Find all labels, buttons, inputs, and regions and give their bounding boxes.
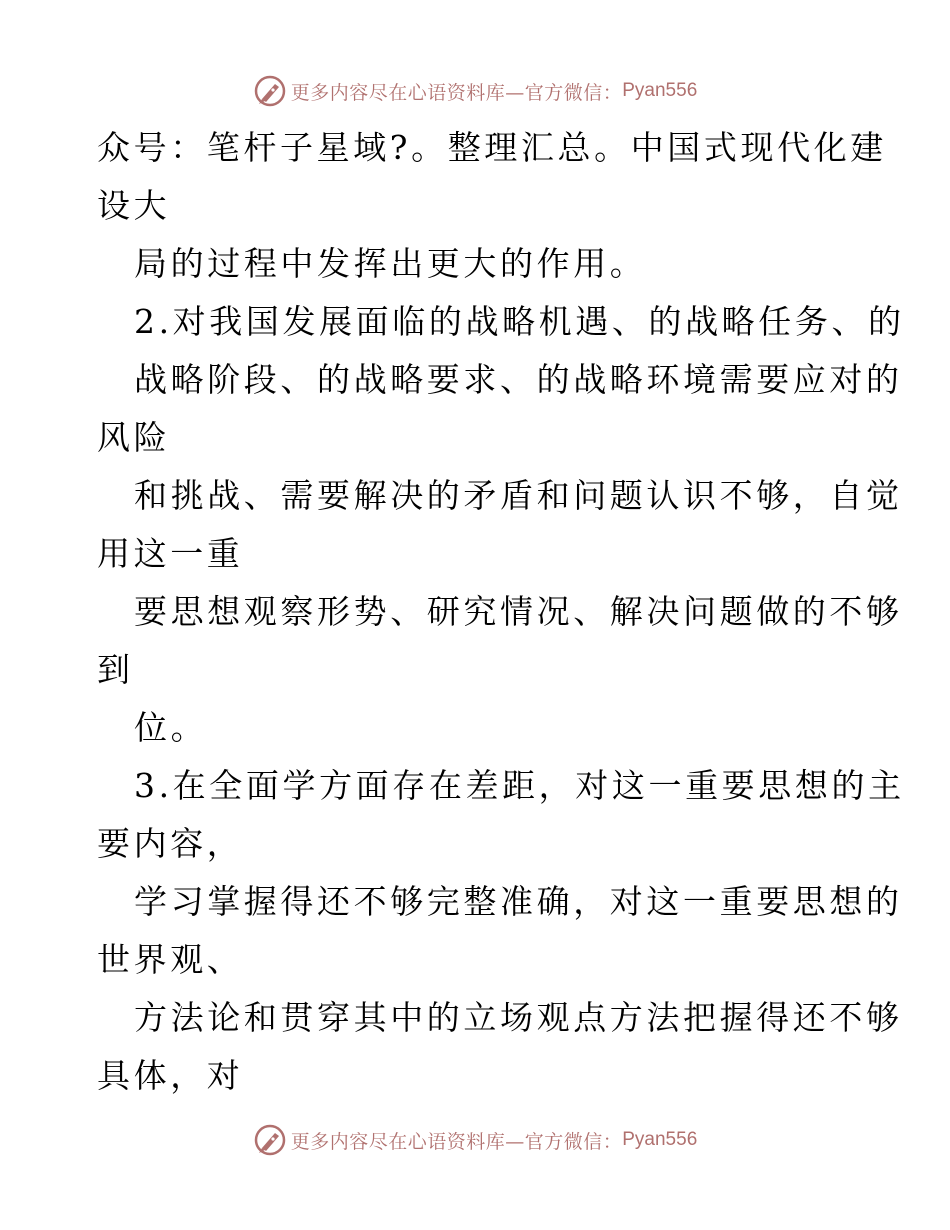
text-line: 位。 [134, 708, 208, 747]
banner-text: 更多内容尽在心语资料库—官方微信： [290, 81, 623, 104]
text-line: 和挑战、需要解决的矛盾和问题认识不够，自觉 [134, 476, 903, 515]
text-line: 世界观、 [97, 940, 244, 979]
footer-banner [0, 1120, 950, 1160]
text-line: 到 [97, 650, 134, 689]
pen-nib-logo-icon [253, 74, 287, 108]
text-line: 战略阶段、的战略要求、的战略环境需要应对的 [134, 360, 903, 399]
text-line: 要内容， [97, 824, 244, 863]
text-line: 设大 [97, 186, 171, 225]
text-line: 要思想观察形势、研究情况、解决问题做的不够 [134, 592, 903, 631]
text-line: 学习掌握得还不够完整准确，对这一重要思想的 [134, 882, 903, 921]
text-line: 方法论和贯穿其中的立场观点方法把握得还不够 [134, 998, 903, 1037]
banner-wechat-id: Pyan556 [622, 80, 698, 101]
banner-wechat-id: Pyan556 [622, 1129, 698, 1150]
text-line: 众号：笔杆子星域?。整理汇总。中国式现代化建 [97, 128, 887, 167]
pen-nib-logo-icon [253, 1123, 287, 1157]
text-line: 局的过程中发挥出更大的作用。 [134, 244, 647, 283]
text-line: 2.对我国发展面临的战略机遇、的战略任务、的 [134, 302, 905, 341]
text-line: 用这一重 [97, 534, 244, 573]
text-line: 具体，对 [97, 1056, 244, 1095]
text-line: 3.在全面学方面存在差距，对这一重要思想的主 [134, 766, 905, 805]
text-line: 风险 [97, 418, 171, 457]
header-banner [0, 71, 950, 111]
banner-text: 更多内容尽在心语资料库—官方微信： [290, 1130, 623, 1153]
